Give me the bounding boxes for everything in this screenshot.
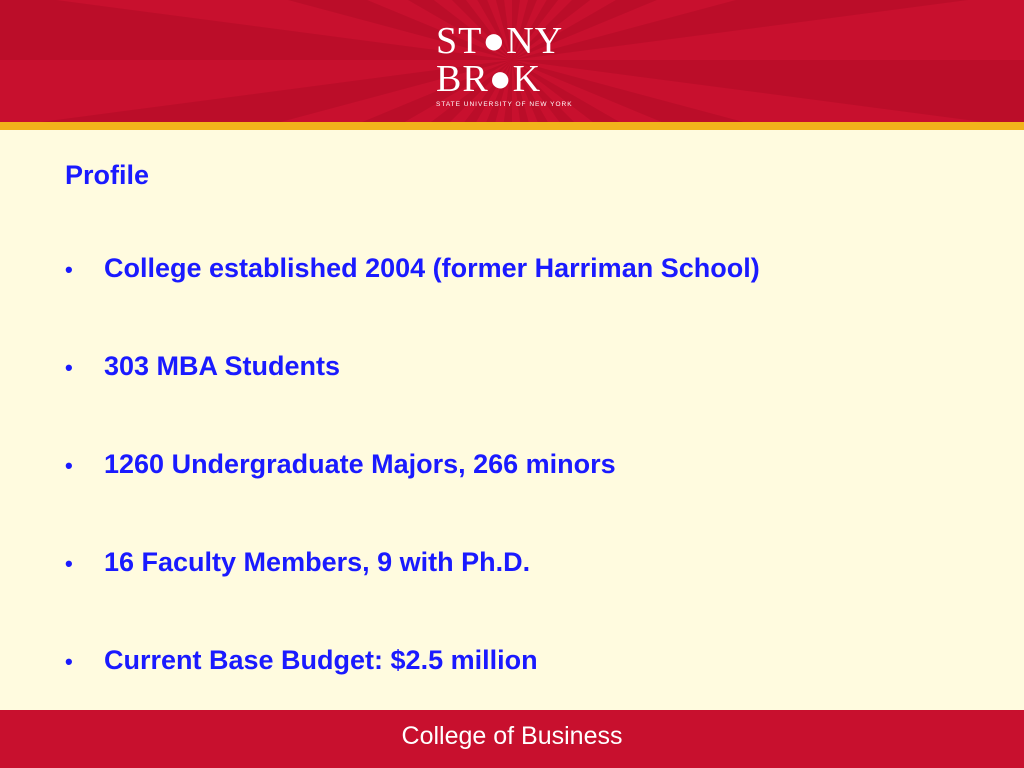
header-gold-stripe	[0, 122, 1024, 130]
logo-wordmark-bottom: BR●K	[436, 58, 542, 100]
footer-title: College of Business	[401, 722, 623, 750]
bullet-icon: •	[65, 453, 73, 478]
bullet-icon: •	[65, 551, 73, 576]
bullet-icon: •	[65, 649, 73, 674]
stony-brook-logo	[436, 20, 588, 114]
bullet-icon: •	[65, 355, 73, 380]
bullet-text: 1260 Undergraduate Majors, 266 minors	[104, 449, 616, 479]
footer-banner	[0, 710, 1024, 768]
bullet-text: Current Base Budget: $2.5 million	[104, 645, 538, 675]
bullet-text: 16 Faculty Members, 9 with Ph.D.	[104, 547, 531, 577]
logo-wordmark-top: ST●NY	[436, 20, 564, 62]
slide-title: Profile	[65, 160, 150, 190]
bullet-text: College established 2004 (former Harriman School)	[104, 253, 760, 283]
sunburst-ray	[512, 0, 1024, 60]
bullet-icon: •	[65, 257, 73, 282]
logo-subtitle: STATE UNIVERSITY OF NEW YORK	[436, 101, 573, 108]
bullet-text: 303 MBA Students	[104, 351, 341, 381]
header-banner	[0, 0, 1024, 122]
